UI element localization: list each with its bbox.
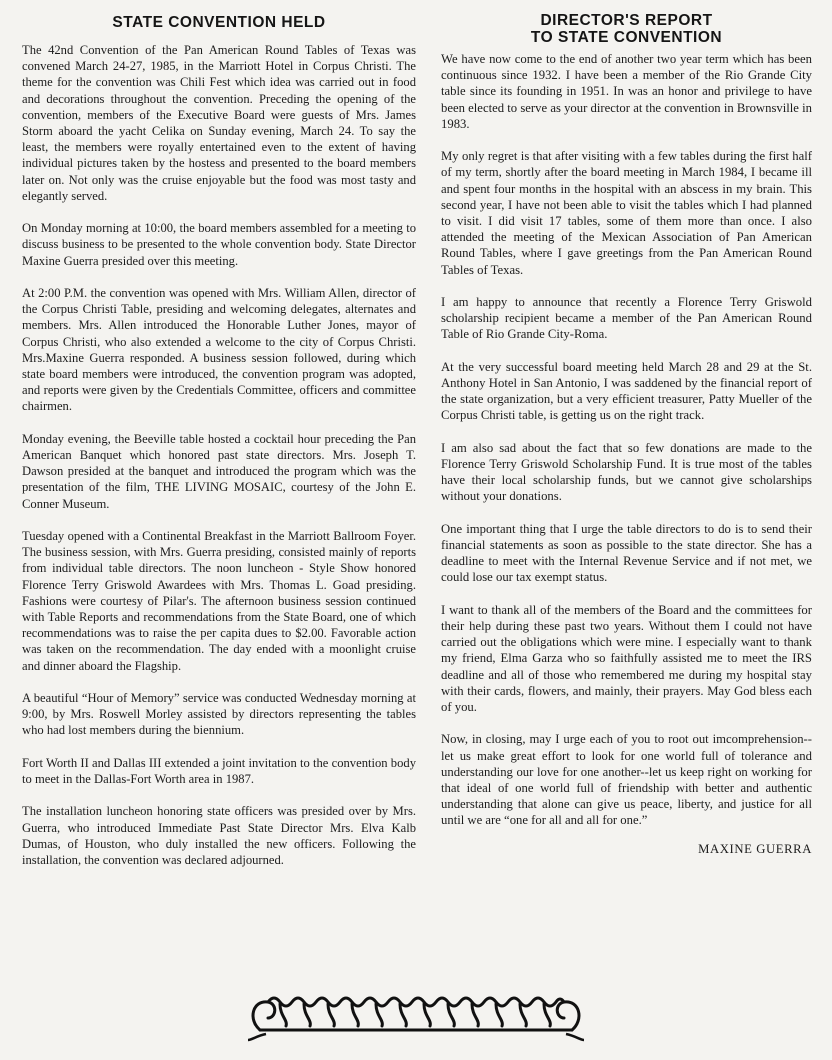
report-paragraph: Now, in closing, may I urge each of you to root out imcomprehension--let us make great effort to look for one world full of tolerance and understanding our love for one another--let us keep right on working for that ideal of one world full of friendship with better and authentic understanding that alone can give us peace, liberty, and justice for all until we are “one for all and all for one.” xyxy=(441,732,812,828)
article-paragraph: On Monday morning at 10:00, the board members assembled for a meeting to discuss business to be presented to the whole convention body. State Director Maxine Guerra presided over this meeting. xyxy=(22,221,416,268)
scroll-border-ornament-icon xyxy=(246,990,586,1042)
signature: MAXINE GUERRA xyxy=(698,841,812,856)
directors-report-article xyxy=(441,12,812,873)
report-paragraph: I am also sad about the fact that so few donations are made to the Florence Terry Griswold Scholarship Fund. It is true most of the tables have their local scholarship funds, but we cannot give scholarships without your donations. xyxy=(441,440,812,504)
title-line-2: TO STATE CONVENTION xyxy=(530,29,723,46)
article-title-directors-report xyxy=(441,12,812,46)
report-paragraph: My only regret is that after visiting with a few tables during the first half of my term, shortly after the board meeting in March 1984, I became ill and spent four months in the hospital with an abscess in my brain. This second year, I have not been able to visit the tables which I had planned to visit. I did visit 17 tables, some of them more than once. I also attended the meeting of the Mexican Association of Pan American Round Tables, where I gave greetings from the Pan American Round Tables of Texas. xyxy=(441,149,812,277)
article-paragraph: At 2:00 P.M. the convention was opened with Mrs. William Allen, director of the Corpus Christi Table, presiding and welcoming delegates, alternates and members. Mrs. Allen introduced the Honorable Luther Jones, mayor of Corpus Christi, who also extended a welcome to the city of Corpus Christi. Mrs.Maxine Guerra responded. A business session followed, during which state board members were introduced, the convention program was adopted, and reports were given by the Credentials Committee, officers and committee chairmen. xyxy=(22,286,416,414)
article-paragraph: The 42nd Convention of the Pan American Round Tables of Texas was convened March 24-27, 1985, in the Marriott Hotel in Corpus Christi. The theme for the convention was Chili Fest which idea was carried out in food and decorations throughout the convention. Preceding the opening of the convention, members of the Executive Board were guests of Mrs. James Storm aboard the yacht Celika on Sunday evening, March 24. To say the least, the members were royally entertained even to the extent of having individual pictures taken by the hostess and presented to the board members later on. Not only was the cruise enjoyable but the food was most tasty and elegantly served. xyxy=(22,43,416,203)
article-paragraph: Monday evening, the Beeville table hosted a cocktail hour preceding the Pan American Banquet which honored past state directors. Mrs. Joseph T. Dawson presided at the banquet and introduced the program which was the presentation of the film, THE LIVING MOSAIC, courtesy of the John E. Conner Museum. xyxy=(22,431,416,511)
report-paragraph: We have now come to the end of another two year term which has been continuous since 1932. I have been a member of the Rio Grande City table since its founding in 1951. In was an honor and privilege to have been elected to serve as your director at the convention in Brownsville in 1983. xyxy=(441,52,812,131)
report-paragraph: At the very successful board meeting held March 28 and 29 at the St. Anthony Hotel in San Antonio, I was saddened by the financial report of the state organization, but a very efficient treasurer, Patty Mueller of the Corpus Christi table, is getting us on the right track. xyxy=(441,359,812,423)
title-line-1: DIRECTOR'S REPORT xyxy=(540,12,713,29)
article-title-state-convention: STATE CONVENTION HELD xyxy=(112,14,326,31)
article-paragraph: Fort Worth II and Dallas III extended a joint invitation to the convention body to meet in the Dallas-Fort Worth area in 1987. xyxy=(22,755,416,787)
report-paragraph: I want to thank all of the members of the Board and the committees for their help during these past two years. Without them I could not have carried out the obligations which were mine. I especially want to thank my friend, Elma Garza who so faithfully assisted me to meet the IRS deadline and all of those who remembered me during my hospital stay with their cards, flowers, and mainly, their prayers. May God bless each of you. xyxy=(441,602,812,715)
report-paragraph: One important thing that I urge the table directors to do is to send their financial statements as soon as possible to the state director. She has a deadline to meet with the Internal Revenue Service and if not met, we could lose our tax exempt status. xyxy=(441,521,812,585)
article-paragraph: A beautiful “Hour of Memory” service was conducted Wednesday morning at 9:00, by Mrs. Roswell Morley assisted by directors representing the tables who had lost members during the biennium. xyxy=(22,691,416,738)
article-paragraph: The installation luncheon honoring state officers was presided over by Mrs. Guerra, who introduced Immediate Past State Director Mrs. Elva Kalb Dumas, of Houston, who duly installed the new officers. Following the installation, the convention was declared adjourned. xyxy=(22,804,416,868)
state-convention-article xyxy=(22,12,416,884)
report-paragraph: I am happy to announce that recently a Florence Terry Griswold scholarship recipient became a member of the Pan American Round Table of Rio Grande City-Roma. xyxy=(441,295,812,342)
article-paragraph: Tuesday opened with a Continental Breakfast in the Marriott Ballroom Foyer. The business session, with Mrs. Guerra presiding, consisted mainly of reports from individual table directors. The noon luncheon - Style Show honored Florence Terry Griswold Awardees with Mrs. Thomas L. Goad presiding. Fashions were courtesy of Pilar's. The afternoon business session continued with Table Reports and recommendations from the State Board, one of which recommendations was to raise the per capita dues to $2.00. Favorable action was taken on the recommendation. The day ended with a moonlight cruise and dinner aboard the Flagship. xyxy=(22,529,416,673)
